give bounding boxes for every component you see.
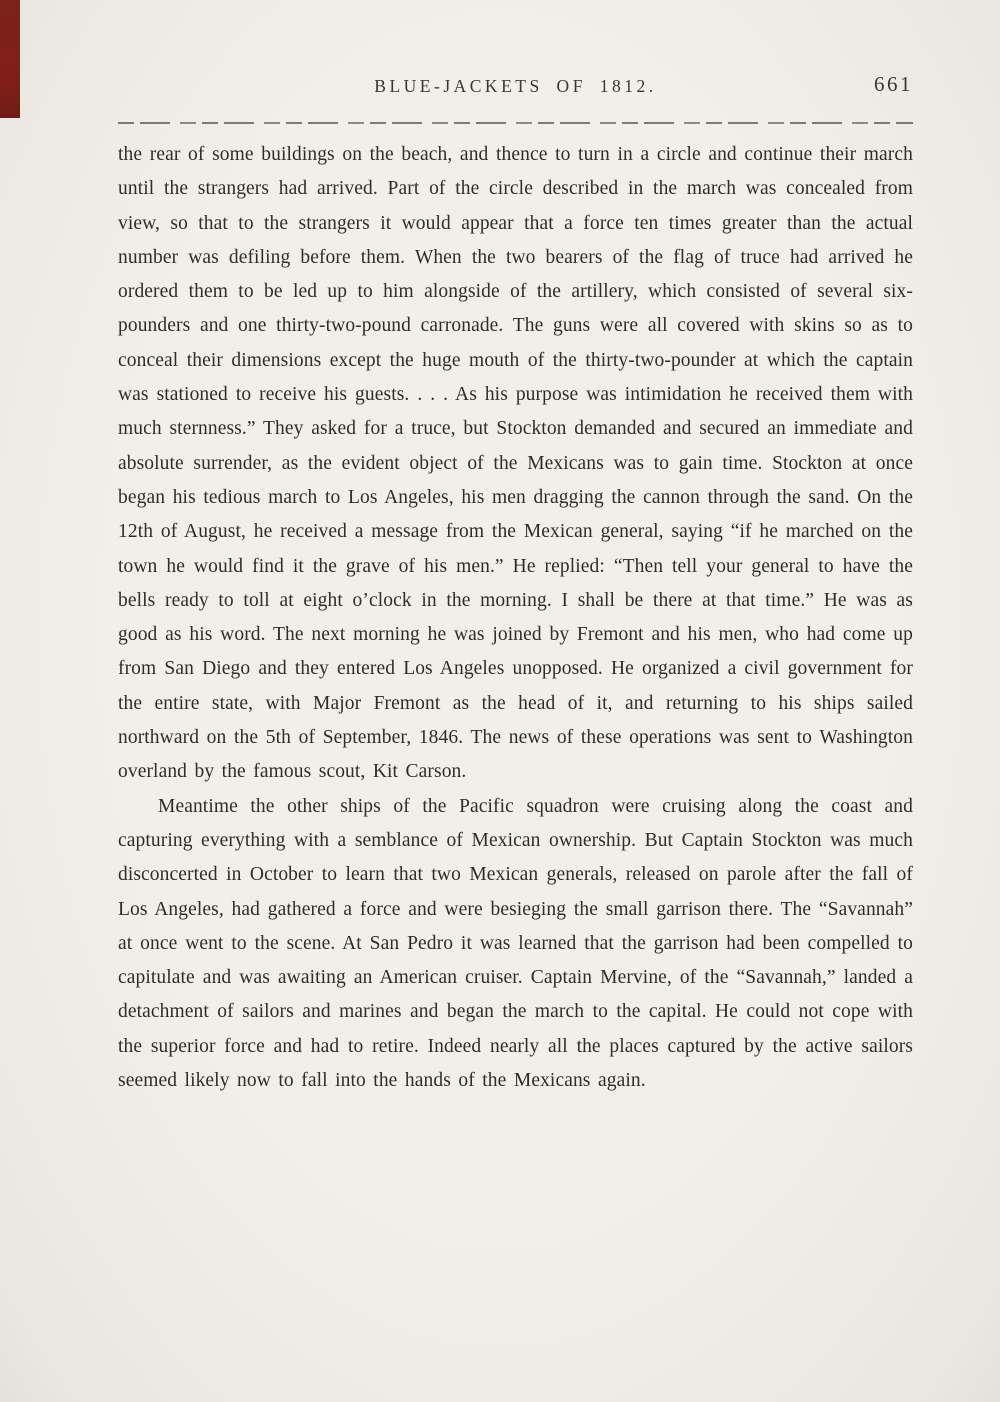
paragraph: Meantime the other ships of the Pacific squadron were cruising along the coast and capturing everything with a semblance of Mexican ownership. But Captain Stockton was much disconcerted in October to learn that two Mexican generals, released on parole after the fall of Los Angeles, had gathered a force and were besieging the small garrison there. The “Savannah” at once went to the scene. At San Pedro it was learned that the garrison had been compelled to capitulate and was awaiting an American cruiser. Captain Mervine, of the “Savannah,” landed a detachment of sailors and marines and began the march to the capital. He could not cope with the superior force and had to retire. Indeed nearly all the places captured by the active sailors seemed likely now to fall into the hands of the Mexicans again. [118,795,913,1092]
header-rule-divider [118,122,913,124]
running-title: BLUE-JACKETS OF 1812. [374,76,657,96]
body-text [118,138,913,1098]
page-header [118,72,913,106]
paragraph-continuation: the rear of some buildings on the beach, and thence to turn in a circle and continue their march until the strangers had arrived. Part of the circle described in the march was concealed from view, so that to the strangers it would appear that a force ten times greater than the actual number was defiling before them. When the two bearers of the flag of truce had arrived he ordered them to be led up to him alongside of the artillery, which consisted of several six-pounders and one thirty-two-pound carronade. The guns were all covered with skins so as to conceal their dimensions except the huge mouth of the thirty-two-pounder at which the captain was stationed to receive his guests. . . . As his purpose was intimidation he received them with much sternness.” They asked for a truce, but Stockton demanded and secured an immediate and absolute surrender, as the evident object of the Mexicans was to gain time. Stockton at once began his tedious march to Los Angeles, his men dragging the cannon through the sand. On the 12th of August, he received a message from the Mexican general, saying “if he marched on the town he would find it the grave of his men.” He replied: “Then tell your general to have the bells ready to toll at eight o’clock in the morning. I shall be there at that time.” He was as good as his word. The next morning he was joined by Fremont and his men, who had come up from San Diego and they entered Los Angeles unopposed. He organized a civil government for the entire state, with Major Fremont as the head of it, and returning to his ships sailed northward on the 5th of September, 1846. The news of these operations was sent to Washington overland by the famous scout, Kit Carson. [118,144,913,783]
scan-red-edge-artifact [0,0,20,118]
page-number: 661 [874,72,913,96]
